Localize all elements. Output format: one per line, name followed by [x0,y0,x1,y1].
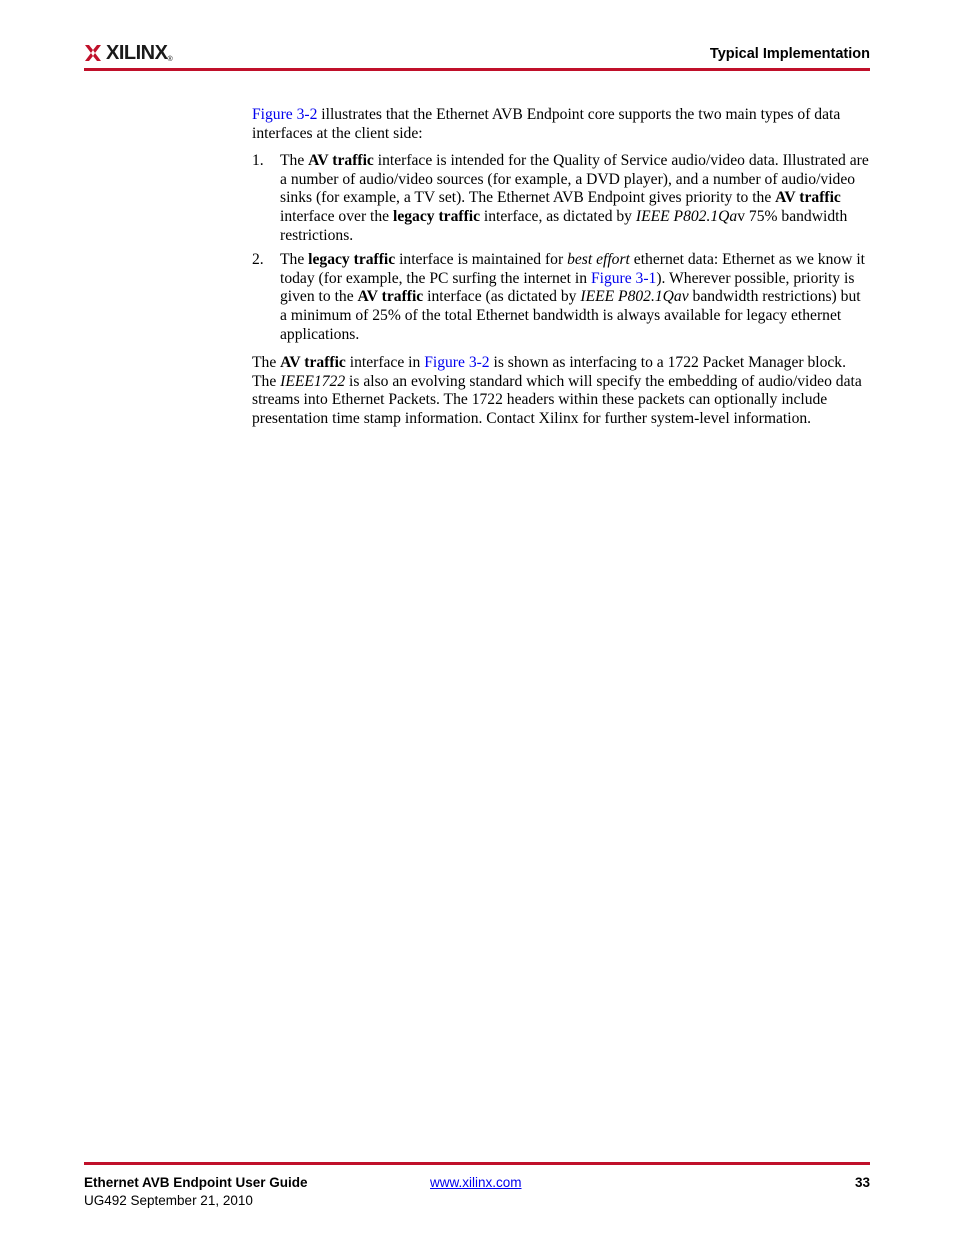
bold-term: AV traffic [308,152,374,170]
logo-text: XILINX [106,41,168,64]
xilinx-logo-icon [84,44,102,62]
text: The [280,152,309,170]
bold-term: AV traffic [775,189,841,207]
italic-term: IEEE1722 [280,372,346,390]
text: interface, as dictated by [480,207,636,225]
figure-3-1-link[interactable]: Figure 3-1 [590,269,657,287]
list-item [252,251,870,344]
intro-text: illustrates that the Ethernet AVB Endpoint core supports the two main types of data interfaces at the client side: [252,106,841,142]
bold-term: AV traffic [357,288,424,306]
text: interface in [345,354,425,372]
text: The [280,251,309,269]
list-number: 2. [252,251,264,269]
doc-id: UG492 September 21, 2010 [84,1193,253,1208]
logo-registered-mark: ® [167,55,173,63]
italic-term: IEEE P802.1Qav [580,288,689,306]
bold-term: AV traffic [280,354,346,372]
text: interface (as dictated by [423,288,581,306]
text: interface over the [280,207,393,225]
text: bandwidth restrictions) but a minimum of 25% of the total Ethernet bandwidth is always available for legacy ethernet applications. [280,288,861,343]
xilinx-logo [84,42,173,64]
main-content [252,106,870,438]
text: The [252,354,281,372]
list-number: 1. [252,152,264,170]
text: is also an evolving standard which will specify the embedding of audio/video data streams into Ethernet Packets. The 1722 headers within these packets can optionally include presentation time stamp information. Contact Xilinx for further system-level information. [252,372,862,427]
website-link[interactable]: www.xilinx.com [430,1175,522,1190]
figure-3-2-link[interactable]: Figure 3-2 [252,106,318,123]
guide-title: Ethernet AVB Endpoint User Guide [84,1175,308,1190]
header-rule [84,68,870,71]
intro-paragraph [252,106,870,143]
page-number: 33 [854,1175,870,1190]
footer-rule [84,1162,870,1165]
bold-term: legacy traffic [393,207,481,225]
text: is shown as interfacing to a 1722 Packet Manager block. The [252,354,847,390]
page-header [84,40,870,70]
figure-3-2-link[interactable]: Figure 3-2 [424,354,490,372]
interface-list [252,152,870,344]
text: v 75% bandwidth restrictions. [280,207,848,244]
italic-term: best effort [567,251,630,269]
text: ). Wherever possible, priority is given to the [280,269,855,306]
text: interface is intended for the Quality of Service audio/video data. Illustrated are a number of audio/video sources (for example, a DVD player), and a number of audio/video sinks (for example, a TV set). The Ethernet AVB Endpoint gives priority to the [280,152,869,207]
italic-term: IEEE P802.1Qa [635,207,738,225]
closing-paragraph [252,354,870,428]
section-title: Typical Implementation [709,46,870,62]
list-item [252,152,870,245]
text: interface is maintained for [395,251,568,269]
bold-term: legacy traffic [308,251,396,269]
text: ethernet data: Ethernet as we know it today (for example, the PC surfing the internet in [280,251,865,287]
